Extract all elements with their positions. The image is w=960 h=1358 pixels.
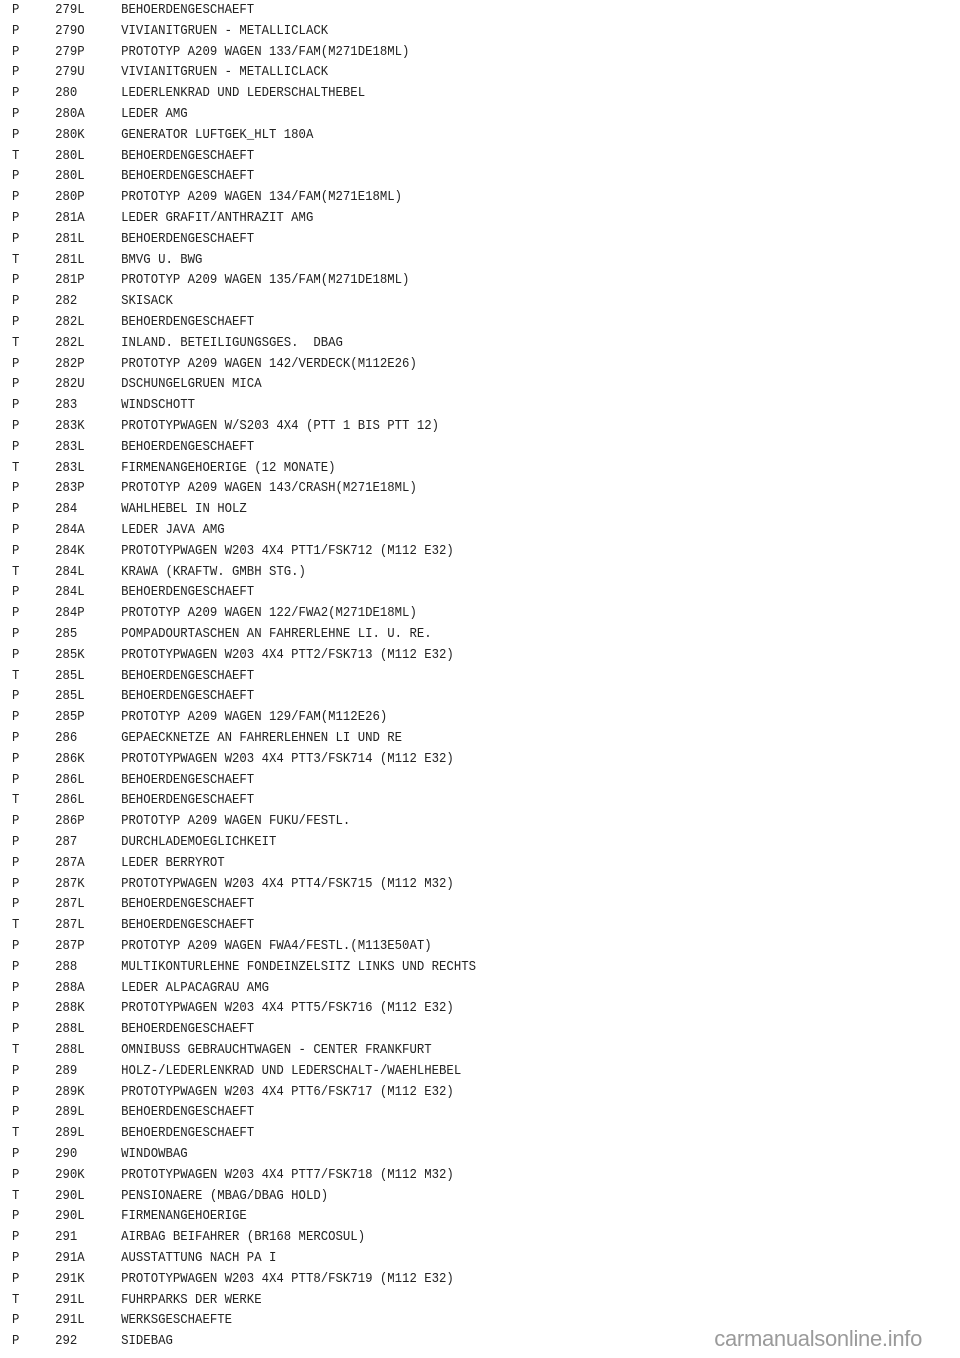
row-description: PROTOTYP A209 WAGEN 142/VERDECK(M112E26)	[121, 355, 417, 372]
row-description: PROTOTYPWAGEN W203 4X4 PTT3/FSK714 (M112 E32)	[121, 750, 454, 767]
row-code: 291K	[55, 1270, 85, 1287]
row-type: P	[12, 1208, 20, 1225]
row-type: P	[12, 646, 20, 663]
row-description: BEHOERDENGESCHAEFT	[121, 771, 255, 788]
row-type: P	[12, 210, 20, 226]
row-type: P	[12, 501, 20, 518]
row-description: BEHOERDENGESCHAEFT	[121, 584, 255, 601]
row-description: WERKSGESCHAEFTE	[121, 1312, 233, 1329]
row-code: 288L	[55, 1021, 85, 1038]
row-type: P	[12, 168, 20, 185]
row-description: PROTOTYP A209 WAGEN 122/FWA2(M271DE18ML)	[121, 605, 417, 622]
row-description: LEDER BERRYROT	[121, 854, 225, 871]
row-type: T	[12, 251, 20, 268]
row-description: BEHOERDENGESCHAEFT	[121, 2, 255, 18]
row-type: P	[12, 293, 20, 310]
row-type: P	[12, 771, 20, 788]
row-code: 288L	[55, 1042, 85, 1058]
row-code: 283K	[55, 418, 85, 434]
row-code: 283L	[55, 459, 85, 476]
row-code: 289L	[55, 1104, 85, 1121]
row-description: PROTOTYPWAGEN W203 4X4 PTT4/FSK715 (M112 M32)	[121, 875, 454, 892]
row-type: P	[12, 730, 20, 746]
row-description: FIRMENANGEHOERIGE	[121, 1208, 247, 1225]
row-code: 287K	[55, 875, 85, 892]
row-description: BEHOERDENGESCHAEFT	[121, 147, 255, 164]
row-code: 285P	[55, 709, 85, 726]
row-code: 286L	[55, 771, 85, 788]
row-code: 282P	[55, 355, 85, 372]
row-type: P	[12, 1000, 20, 1017]
row-description: BEHOERDENGESCHAEFT	[121, 896, 255, 913]
row-code: 287P	[55, 938, 85, 954]
row-description: GENERATOR LUFTGEK_HLT 180A	[121, 126, 314, 143]
row-description: BEHOERDENGESCHAEFT	[121, 917, 255, 934]
row-description: BEHOERDENGESCHAEFT	[121, 1125, 255, 1142]
row-code: 286	[55, 730, 78, 746]
row-type: P	[12, 1229, 20, 1246]
row-code: 282U	[55, 376, 85, 393]
row-type: P	[12, 85, 20, 102]
row-description: KRAWA (KRAFTW. GMBH STG.)	[121, 563, 306, 580]
row-code: 291L	[55, 1312, 85, 1329]
row-type: P	[12, 709, 20, 726]
row-type: T	[12, 667, 20, 684]
row-code: 282	[55, 293, 78, 310]
row-description: SKISACK	[121, 293, 173, 310]
row-code: 284	[55, 501, 78, 518]
row-description: WAHLHEBEL IN HOLZ	[121, 501, 247, 518]
row-code: 287L	[55, 896, 85, 913]
row-type: P	[12, 813, 20, 830]
row-description: BEHOERDENGESCHAEFT	[121, 1104, 255, 1121]
row-type: P	[12, 418, 20, 434]
row-type: T	[12, 334, 20, 351]
row-type: P	[12, 896, 20, 913]
row-description: SIDEBAG	[121, 1333, 173, 1350]
row-code: 286K	[55, 750, 85, 767]
row-description: LEDER JAVA AMG	[121, 522, 225, 538]
row-code: 279P	[55, 43, 85, 60]
row-type: P	[12, 126, 20, 143]
row-type: T	[12, 147, 20, 164]
row-type: P	[12, 1146, 20, 1162]
row-description: DURCHLADEMOEGLICHKEIT	[121, 834, 277, 850]
row-description: PROTOTYP A209 WAGEN 135/FAM(M271DE18ML)	[121, 272, 410, 289]
row-code: 281P	[55, 272, 85, 289]
row-description: BEHOERDENGESCHAEFT	[121, 314, 255, 330]
row-code: 291A	[55, 1250, 85, 1266]
row-type: T	[12, 1291, 20, 1308]
row-description: AUSSTATTUNG NACH PA I	[121, 1250, 277, 1266]
row-code: 290L	[55, 1208, 85, 1225]
row-type: P	[12, 1333, 20, 1350]
row-code: 287A	[55, 854, 85, 871]
row-code: 288K	[55, 1000, 85, 1017]
row-code: 288	[55, 958, 78, 975]
row-type: P	[12, 542, 20, 559]
row-code: 290L	[55, 1187, 85, 1204]
row-code: 281A	[55, 210, 85, 226]
row-description: PENSIONAERE (MBAG/DBAG HOLD)	[121, 1187, 329, 1204]
row-description: PROTOTYP A209 WAGEN 143/CRASH(M271E18ML)	[121, 480, 417, 497]
row-description: PROTOTYPWAGEN W203 4X4 PTT7/FSK718 (M112 M32)	[121, 1166, 454, 1183]
row-description: PROTOTYP A209 WAGEN FWA4/FESTL.(M113E50AT)	[121, 938, 432, 954]
row-code: 282L	[55, 314, 85, 330]
row-description: BEHOERDENGESCHAEFT	[121, 667, 255, 684]
row-type: P	[12, 106, 20, 122]
row-description: PROTOTYP A209 WAGEN 133/FAM(M271DE18ML)	[121, 43, 410, 60]
row-description: PROTOTYP A209 WAGEN 129/FAM(M112E26)	[121, 709, 388, 726]
row-type: T	[12, 1187, 20, 1204]
row-description: WINDSCHOTT	[121, 397, 196, 414]
row-type: P	[12, 688, 20, 705]
row-description: BMVG U. BWG	[121, 251, 203, 268]
row-type: P	[12, 1104, 20, 1121]
row-code: 284K	[55, 542, 85, 559]
row-description: GEPAECKNETZE AN FAHRERLEHNEN LI UND RE	[121, 730, 403, 746]
row-code: 282L	[55, 334, 85, 351]
row-description: PROTOTYPWAGEN W203 4X4 PTT6/FSK717 (M112 E32)	[121, 1083, 454, 1100]
row-code: 292	[55, 1333, 78, 1350]
row-code: 285	[55, 626, 78, 642]
row-code: 281L	[55, 251, 85, 268]
row-type: P	[12, 605, 20, 622]
row-type: P	[12, 314, 20, 330]
row-code: 280L	[55, 168, 85, 185]
row-code: 286P	[55, 813, 85, 830]
row-description: PROTOTYPWAGEN W203 4X4 PTT5/FSK716 (M112 E32)	[121, 1000, 454, 1017]
row-code: 289K	[55, 1083, 85, 1100]
row-code: 279U	[55, 64, 85, 81]
row-type: P	[12, 1083, 20, 1100]
row-code: 291	[55, 1229, 78, 1246]
row-description: VIVIANITGRUEN - METALLICLACK	[121, 64, 329, 81]
row-description: PROTOTYPWAGEN W203 4X4 PTT8/FSK719 (M112 E32)	[121, 1270, 454, 1287]
row-description: PROTOTYP A209 WAGEN 134/FAM(M271E18ML)	[121, 189, 403, 206]
row-description: LEDER ALPACAGRAU AMG	[121, 979, 269, 996]
row-description: FIRMENANGEHOERIGE (12 MONATE)	[121, 459, 336, 476]
row-description: OMNIBUSS GEBRAUCHTWAGEN - CENTER FRANKFURT	[121, 1042, 432, 1058]
row-code: 284L	[55, 584, 85, 601]
row-description: BEHOERDENGESCHAEFT	[121, 792, 255, 809]
row-type: P	[12, 1166, 20, 1183]
row-code: 280P	[55, 189, 85, 206]
row-code: 287	[55, 834, 78, 850]
row-type: P	[12, 854, 20, 871]
row-type: P	[12, 43, 20, 60]
row-description: BEHOERDENGESCHAEFT	[121, 230, 255, 247]
row-description: LEDER GRAFIT/ANTHRAZIT AMG	[121, 210, 314, 226]
row-description: WINDOWBAG	[121, 1146, 188, 1162]
row-type: P	[12, 1062, 20, 1079]
row-type: T	[12, 792, 20, 809]
row-code: 283	[55, 397, 78, 414]
row-code: 279O	[55, 22, 85, 39]
row-description: PROTOTYP A209 WAGEN FUKU/FESTL.	[121, 813, 351, 830]
row-code: 279L	[55, 2, 85, 18]
row-description: PROTOTYPWAGEN W/S203 4X4 (PTT 1 BIS PTT 12)	[121, 418, 440, 434]
row-type: P	[12, 376, 20, 393]
row-type: P	[12, 397, 20, 414]
row-type: P	[12, 750, 20, 767]
row-code: 283P	[55, 480, 85, 497]
row-description: LEDER AMG	[121, 106, 188, 122]
row-description: INLAND. BETEILIGUNGSGES. DBAG	[121, 334, 343, 351]
row-code: 280	[55, 85, 78, 102]
row-description: DSCHUNGELGRUEN MICA	[121, 376, 262, 393]
row-description: BEHOERDENGESCHAEFT	[121, 1021, 255, 1038]
row-type: P	[12, 1250, 20, 1266]
row-code: 285L	[55, 667, 85, 684]
row-type: P	[12, 1312, 20, 1329]
row-code: 280A	[55, 106, 85, 122]
row-description: VIVIANITGRUEN - METALLICLACK	[121, 22, 329, 39]
row-type: T	[12, 563, 20, 580]
row-code: 284L	[55, 563, 85, 580]
row-code: 280L	[55, 147, 85, 164]
row-type: P	[12, 64, 20, 81]
row-type: P	[12, 834, 20, 850]
row-code: 289	[55, 1062, 78, 1079]
row-code: 290K	[55, 1166, 85, 1183]
row-code: 280K	[55, 126, 85, 143]
row-type: P	[12, 584, 20, 601]
row-type: P	[12, 438, 20, 455]
row-description: BEHOERDENGESCHAEFT	[121, 688, 255, 705]
row-description: POMPADOURTASCHEN AN FAHRERLEHNE LI. U. RE.	[121, 626, 432, 642]
row-description: LEDERLENKRAD UND LEDERSCHALTHEBEL	[121, 85, 366, 102]
row-type: P	[12, 979, 20, 996]
row-code: 291L	[55, 1291, 85, 1308]
row-code: 281L	[55, 230, 85, 247]
row-description: BEHOERDENGESCHAEFT	[121, 168, 255, 185]
row-type: P	[12, 22, 20, 39]
row-type: P	[12, 522, 20, 538]
row-code: 290	[55, 1146, 78, 1162]
row-type: P	[12, 189, 20, 206]
row-type: T	[12, 459, 20, 476]
row-type: P	[12, 875, 20, 892]
row-type: P	[12, 938, 20, 954]
row-code: 283L	[55, 438, 85, 455]
row-code: 286L	[55, 792, 85, 809]
row-code: 289L	[55, 1125, 85, 1142]
row-code: 288A	[55, 979, 85, 996]
row-type: P	[12, 1021, 20, 1038]
row-code: 285L	[55, 688, 85, 705]
row-description: MULTIKONTURLEHNE FONDEINZELSITZ LINKS UND RECHTS	[121, 958, 476, 975]
row-type: P	[12, 2, 20, 18]
row-description: PROTOTYPWAGEN W203 4X4 PTT1/FSK712 (M112 E32)	[121, 542, 454, 559]
row-description: FUHRPARKS DER WERKE	[121, 1291, 262, 1308]
row-type: P	[12, 958, 20, 975]
row-type: T	[12, 917, 20, 934]
row-code: 284P	[55, 605, 85, 622]
row-type: T	[12, 1042, 20, 1058]
row-code: 284A	[55, 522, 85, 538]
row-description: HOLZ-/LEDERLENKRAD UND LEDERSCHALT-/WAEHLHEBEL	[121, 1062, 462, 1079]
row-code: 285K	[55, 646, 85, 663]
row-description: AIRBAG BEIFAHRER (BR168 MERCOSUL)	[121, 1229, 366, 1246]
row-description: PROTOTYPWAGEN W203 4X4 PTT2/FSK713 (M112 E32)	[121, 646, 454, 663]
row-type: P	[12, 272, 20, 289]
row-description: BEHOERDENGESCHAEFT	[121, 438, 255, 455]
row-type: P	[12, 355, 20, 372]
watermark: carmanualsonline.info	[714, 1326, 922, 1351]
row-type: T	[12, 1125, 20, 1142]
row-type: P	[12, 230, 20, 247]
row-type: P	[12, 626, 20, 642]
row-type: P	[12, 1270, 20, 1287]
row-code: 287L	[55, 917, 85, 934]
row-type: P	[12, 480, 20, 497]
